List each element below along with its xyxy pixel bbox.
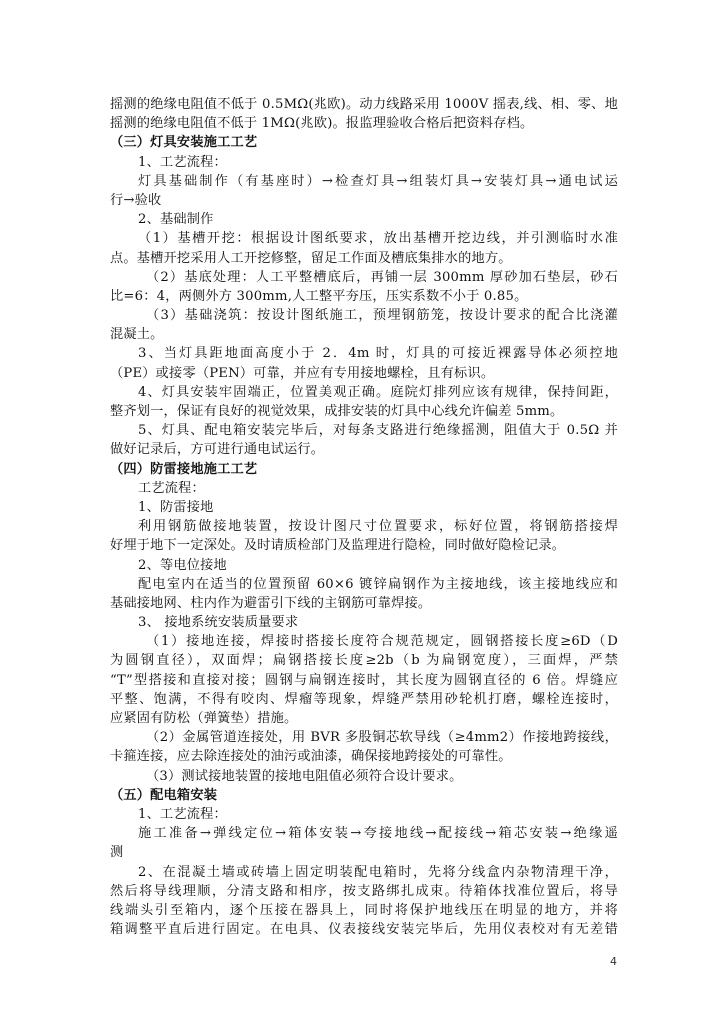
text-line: 工艺流程： — [138, 480, 205, 496]
text-line: 3、当灯具距地面高度小于 2．4m 时，灯具的可接近裸露导体必须控地 — [138, 346, 618, 362]
text-line: 2、在混凝土墙或砖墙上固定明装配电箱时，先将分线盒内杂物清理干净， — [138, 864, 618, 880]
text-line: 基础接地网、柱内作为避雷引下线的主钢筋可靠焊接。 — [110, 595, 432, 611]
text-line: 摇测的绝缘电阻值不低于 0.5MΩ(兆欧)。动力线路采用 1000V 摇表,线、相、零、地 — [110, 97, 618, 112]
text-line: 1、工艺流程： — [138, 154, 227, 170]
text-line: 2、等电位接地 — [138, 557, 227, 573]
text-line: 为圆钢直径），双面焊；扁钢搭接长度≥2b（b 为扁钢宽度），三面焊，严禁 — [110, 653, 618, 669]
text-line: “T”型搭接和直接对接；圆钢与扁钢连接时，其长度为圆钢直径的 6 倍。焊缝应 — [110, 672, 618, 688]
text-line: （1）基槽开挖：根据设计图纸要求，放出基槽开挖边线，并引测临时水准 — [138, 231, 618, 247]
text-line: 线端头引至箱内，逐个压接在器具上，同时将保护地线压在明显的地方，并将 — [110, 902, 618, 918]
text-line: 比=6：4，两侧外方 300mm,人工整平夯压，压实系数不小于 0.85。 — [110, 288, 528, 304]
text-line: 行→验收 — [110, 192, 162, 208]
text-line: 应紧固有防松（弹簧垫）措施。 — [110, 711, 298, 726]
document-body — [110, 95, 618, 939]
text-line: 1、工艺流程： — [138, 806, 227, 822]
text-line: 施工准备→弹线定位→箱体安装→夸接地线→配接线→箱芯安装→绝缘遥 — [138, 826, 618, 842]
section-heading: （三）灯具安装施工工艺 — [110, 135, 258, 151]
text-line: 灯具基础制作（有基座时）→检查灯具→组装灯具→安装灯具→通电试运 — [138, 173, 618, 189]
section-heading: （五）配电箱安装 — [110, 787, 218, 803]
text-line: （3）基础浇筑：按设计图纸施工，预埋钢筋笼，按设计要求的配合比浇灌 — [146, 308, 618, 324]
text-line: 摇测的绝缘电阻值不低于 1MΩ(兆欧)。报监理验收合格后把资料存档。 — [110, 116, 534, 132]
text-line: 混凝土。 — [110, 327, 164, 343]
text-line: （PE）或接零（PEN）可靠，并应有专用接地螺栓，且有标识。 — [110, 365, 495, 381]
text-line: 配电室内在适当的位置预留 60×6 镀锌扁钢作为主接地线，该主接地线应和 — [138, 576, 618, 592]
text-line: 1、防雷接地 — [138, 499, 214, 515]
page-number: 4 — [610, 955, 617, 968]
text-line: 平整、饱满，不得有咬肉、焊瘤等现象，焊缝严禁用砂轮机打磨，螺栓连接时， — [110, 691, 618, 707]
text-line: （3）测试接地装置的接地电阻值必须符合设计要求。 — [146, 768, 463, 784]
text-line: （1）接地连接，焊接时搭接长度符合规范规定，圆钢搭接长度≥6D（D — [146, 634, 618, 650]
text-line: 点。基槽开挖采用人工开挖修整，留足工作面及槽底集排水的地方。 — [110, 250, 512, 266]
text-line: 4、灯具安装牢固端正，位置美观正确。庭院灯排列应该有规律，保持间距， — [138, 384, 618, 400]
text-line: （2）基底处理：人工平整槽底后，再铺一层 300mm 厚砂加石垫层，砂石 — [146, 269, 618, 285]
text-line: 卡箍连接，应去除连接处的油污或油漆，确保接地跨接处的可靠性。 — [110, 749, 512, 765]
text-line: 做好记录后，方可进行通电试运行。 — [110, 442, 325, 458]
text-line: 好埋于地下一定深处。及时请质检部门及监理进行隐检，同时做好隐检记录。 — [110, 538, 566, 554]
text-line: （2）金属管道连接处，用 BVR 多股铜芯软导线（≥4mm2）作接地跨接线， — [146, 730, 618, 746]
text-line: 整齐划一，保证有良好的视觉效果，成排安装的灯具中心线允许偏差 5mm。 — [110, 404, 564, 419]
section-heading: （四）防雷接地施工工艺 — [110, 461, 258, 477]
text-line: 测 — [110, 845, 124, 861]
text-line: 3、 接地系统安装质量要求 — [138, 615, 299, 631]
text-line: 2、基础制作 — [138, 212, 214, 228]
text-line: 利用钢筋做接地装置，按设计图尺寸位置要求，标好位置，将钢筋搭接焊 — [138, 519, 618, 535]
text-line: 然后将导线理顺，分清支路和相序，按支路绑扎成束。待箱体找准位置后，将导 — [110, 883, 618, 899]
text-line: 箱调整平直后进行固定。在电具、仪表接线安装完毕后，先用仪表校对有无差错 — [110, 922, 618, 938]
text-line: 5、灯具、配电箱安装完毕后，对每条支路进行绝缘摇测，阻值大于 0.5Ω 并 — [138, 423, 618, 439]
